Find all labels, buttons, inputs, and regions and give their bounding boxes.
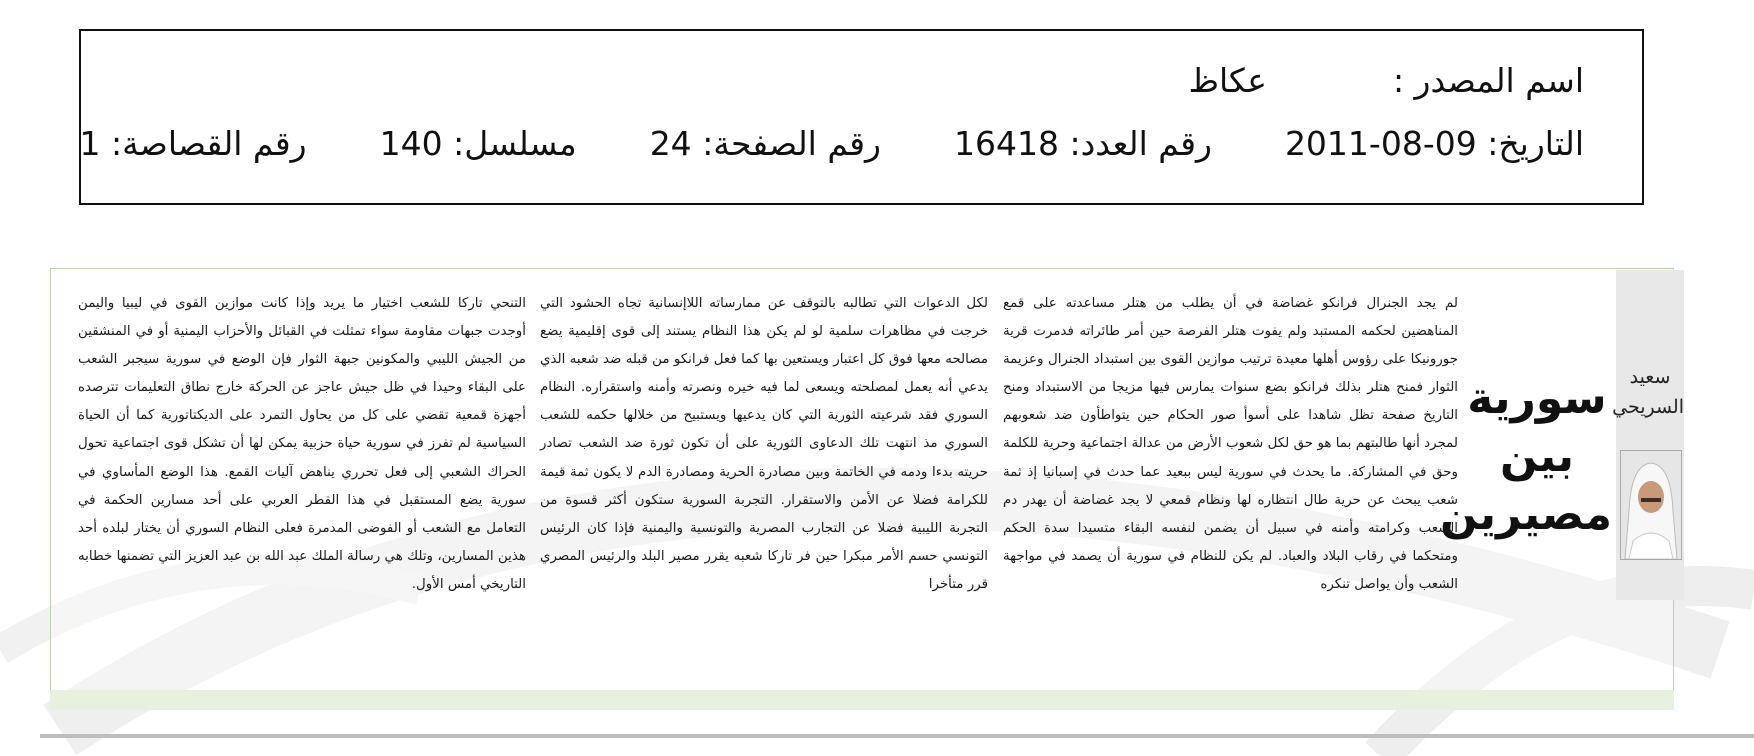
source-value: عكاظ: [1188, 61, 1267, 100]
article-footer-band: [50, 690, 1674, 710]
date-label: التاريخ:: [1487, 124, 1584, 163]
serial-label: مسلسل:: [453, 124, 577, 163]
headline-line-1: سورية: [1467, 373, 1607, 424]
article-headline: [1439, 370, 1612, 544]
serial-value: 140: [379, 124, 443, 163]
date-value: 2011-08-09: [1284, 124, 1477, 163]
author-panel: [1612, 270, 1684, 600]
divider-rule: [40, 734, 1754, 738]
source-label: اسم المصدر :: [1392, 61, 1584, 100]
clip-value: 1: [79, 124, 101, 163]
person-icon: [1621, 451, 1681, 559]
headline-line-2: بين: [1499, 431, 1575, 482]
article-column-3: التنحي تاركا للشعب اختيار ما يريد وإذا كانت موازين القوى في ليبيا واليمن أوجدت جبهات مقاومة سواء تمثلت في القبائل والأحزاب اليمنية أو في المنشقين من الجيش الليبي والمكونين جبهة الثوار فإن الوضع في سورية سيجبر الشعب على البقاء وحيدا في ظل جيش عاجز عن الحركة خارج نطاق التعليمات تترصده أجهزة قمعية تقضي على كل من يحاول التمرد على الديكتاتورية كما أن الحياة السياسية لم تفرز في سورية حياة حزبية يمكن لها أن تشكل قوى اجتماعية تحول الحراك الشعبي إلى فعل تحرري يناهض آليات القمع. هذا الوضع المأساوي في سورية يضع المستقبل في هذا القطر العربي على أحد مسارين الحكمة في التعامل مع الشعب أو الفوضى المدمرة فعلى النظام السوري أن يختار لبلده أحد هذين المسارين، وتلك هي رسالة الملك عبد الله بن عبد العزيز التي تضمنها خطابه التاريخي أمس الأول.: [78, 296, 526, 592]
issue-label: رقم العدد:: [1069, 124, 1212, 163]
headline-line-3: مصيرين: [1439, 489, 1612, 540]
source-line: [1188, 61, 1584, 100]
page-label: رقم الصفحة:: [702, 124, 881, 163]
page-value: 24: [649, 124, 692, 163]
issue-value: 16418: [954, 124, 1059, 163]
details-line: [80, 124, 1585, 163]
author-photo: [1620, 450, 1682, 560]
article-column-2: لكل الدعوات التي تطالبه بالتوقف عن ممارساته اللاإنسانية تجاه الحشود التي خرجت في مظاهرات سلمية لو لم يكن هذا النظام يستند إلى قوى إقليمية يضع مصالحه معها فوق كل اعتبار ويستعين بها كما فعل فرانكو من قبله ضد شعبه الذي يدعي أنه يعمل لمصلحته ويسعى لما فيه خيره ونصرته وأمنه واستقراره. النظام السوري فقد شرعيته الثورية التي كان يدعيها ويستبيح من خلالها حكمه للشعب السوري مذ انتهت تلك الدعاوى الثورية على أن تكون ثورة ضد الشعب تصادر حريته بدءا ودمه في الخاتمة وبين مصادرة الحرية ومصادرة الدم لا يكون ثمة قيمة للكرامة فضلا عن الأمن والاستقرار. التجربة السورية ستكون أكثر قسوة من التجربة الليبية فضلا عن التجارب المصرية والتونسية واليمنية فإذا كان الرئيس التونسي حسم الأمر مبكرا حين فر تاركا شعبه يقرر مصير البلد والرئيس المصري قرر متأخرا: [540, 296, 988, 592]
metadata-box: [79, 29, 1644, 205]
article-column-1: لم يجد الجنرال فرانكو غضاضة في أن يطلب من هتلر مساعدته على قمع المناهضين لحكمه المستبد ولم يفوت هتلر الفرصة حين أمر طائراته فدمرت قرية جورونيكا على رؤوس أهلها معيدة ترتيب موازين القوى بين استبداد الجنرال وعزيمة الثوار فمنح هتلر بذلك فرانكو بضع سنوات يمارس فيها مزيجا من الاستبداد ومنح التاريخ صفحة تظل شاهدا على أسوأ صور الحكام حين يتواطأون ضد شعوبهم لمجرد أنها طالبتهم بما هو حق لكل شعوب الأرض من عدالة اجتماعية وحرية للكلمة وحق في المشاركة. ما يحدث في سورية ليس ببعيد عما حدث في إسبانيا إذ ثمة شعب يبحث عن حرية طال انتظاره لها ونظام قمعي لا يجد غضاضة أن يهدر دم الشعب وكرامته وأمنه في سبيل أن يضمن لنفسه البقاء متسيدا سدة الحكم ومتحكما في رقاب البلاد والعباد. لم يكن للنظام في سورية أن يصمد في مواجهة الشعب وأن يواصل تنكره: [1003, 296, 1458, 592]
clip-label: رقم القصاصة:: [111, 124, 307, 163]
author-name: سعيد السريحي: [1612, 366, 1684, 418]
